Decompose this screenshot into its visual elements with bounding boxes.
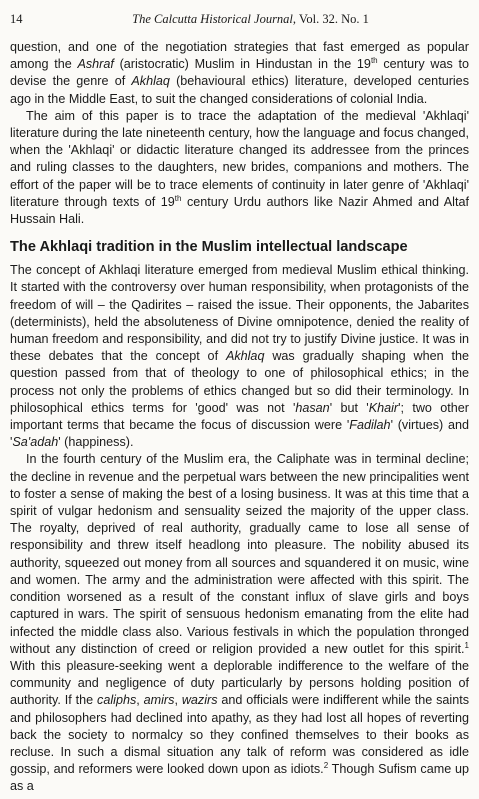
footnote-ref-2[interactable]: 2 [323, 760, 329, 770]
intro-paragraph-1: question, and one of the negotiation strategies that fast emerged as popular among the Ashraf (aristocratic) Muslim in Hindustan in the 19th century was to devise the genre of Akhlaq (behavioural ethics) literature, developed centuries ago in the Middle East, to suit the changed considerations of colonial India. [10, 40, 469, 106]
section-paragraph-2: In the fourth century of the Muslim era, the Caliphate was in terminal decline; the decline in revenue and the perpetual wars between the new principalities went to foster a sense of making the best of a losing business. It was at this time that a spirit of vulgar hedonism and sensuality seized the majority of the upper class. The royalty, deprived of real authority, gradually came to lose all sense of responsibility and threw itself headlong into pleasure. The nobility abused its authority, squeezed out money from all sources and squandered it on music, wine and women. The army and the administration were affected with this spirit. The condition worsened as a result of the constant influx of slave girls and boys captured in wars. The spirit of sensuous hedonism emanating from the elite had infected the middle class also. Various festivals in which the population thronged without any distinction of creed or religion provided a new outlet for this spirit.$^1$ With this pleasure-seeking went a deplorable indifference to the welfare of the community and negligence of duty particularly by persons holding position of authority. If the caliphs, amirs, wazirs and officials were indifferent while the saints and philosophers had declined into apathy, as they had lost all hopes of reverting back the society to normalcy so they confined themselves to their books as recluse. In such a dismal situation any talk of reform was considered as idle gossip, and reformers were looked down upon as idiots.$^2$ Though Sufism came up as a [10, 452, 469, 794]
intro-paragraph-2: The aim of this paper is to trace the adaptation of the medieval 'Akhlaqi' literature during the late nineteenth century, how the language and focus changed, when the 'Akhlaqi' or didactic literature changed its addressee from the princes and ruling classes to the daughters, new brides, companions and mothers. The effort of the paper will be to trace elements of continuity in later genre of 'Akhlaqi' literature through texts of 19th century Urdu authors like Nazir Ahmed and Altaf Hussain Hali. [10, 108, 469, 227]
footnote-ref-1[interactable]: 1 [464, 640, 469, 650]
page-number: 14 [10, 12, 23, 26]
section-heading: The Akhlaqi tradition in the Muslim intellectual landscape [10, 239, 408, 256]
running-title: The Calcutta Historical Journal, Vol. 32. No. 1 [132, 12, 369, 26]
running-header [10, 12, 469, 27]
section-paragraph-1: The concept of Akhlaqi literature emerged from medieval Muslim ethical thinking. It started with the controversy over human responsibility, when protagonists of the freedom of will – the Qadirites – raised the issue. Their opponents, the Jabarites (determinists), held the absoluteness of Divine omnipotence, denied the reality of human freedom and responsibility, and did not try to justify Divine justice. It was in these debates that the concept of Akhlaq was gradually shaping when the question passed from that of theology to one of philosophical ethics; in the process not only the problems of ethics changed but so did their terminology. In philosophical ethics terms for 'good' was not 'hasan' but 'Khair'; two other important terms that became the focus of discussion were 'Fadilah' (virtues) and 'Sa'adah' (happiness). [10, 263, 469, 450]
